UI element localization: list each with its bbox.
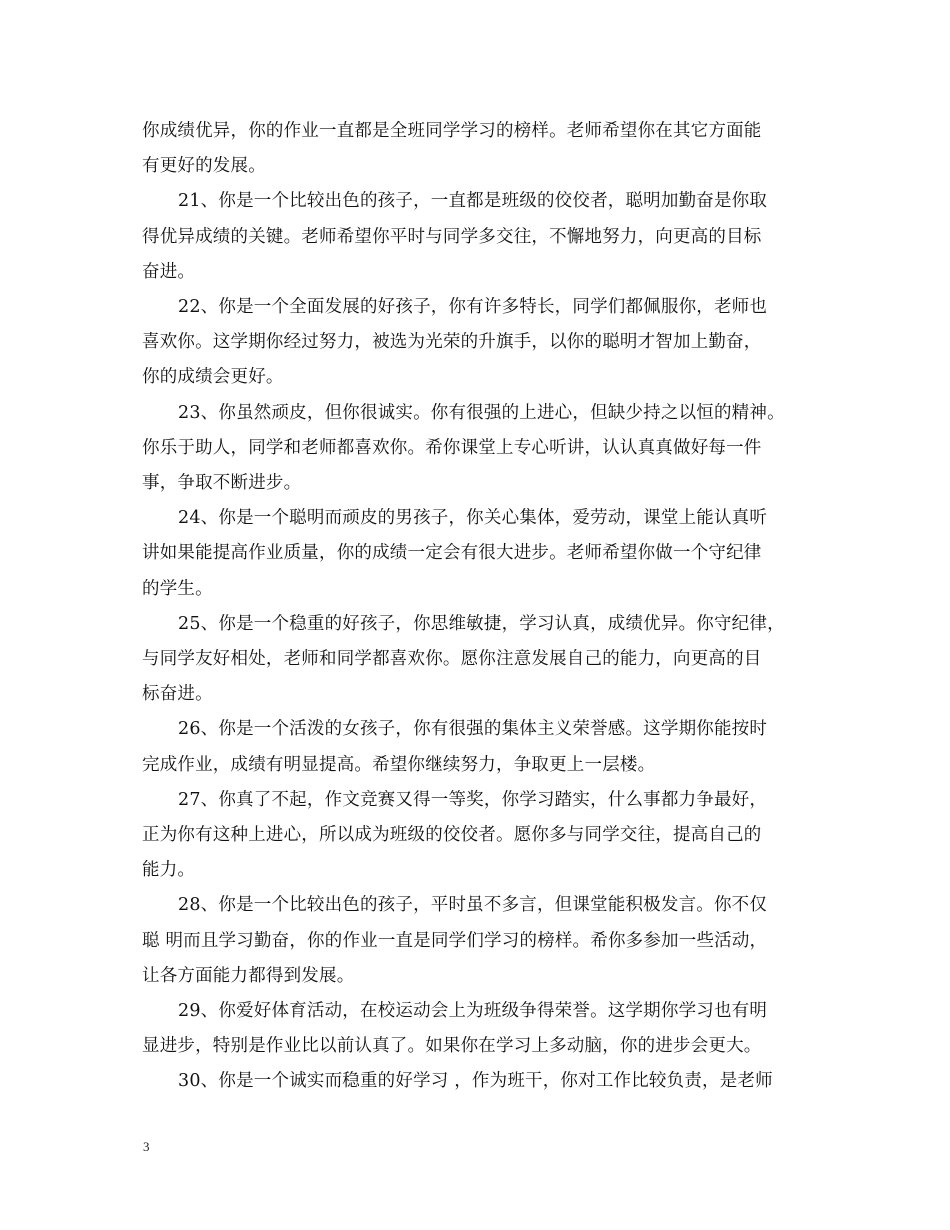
paragraph-20-continued: 你成绩优异，你的作业一直都是全班同学学习的榜样。老师希望你在其它方面能 有更好的发展。 — [142, 121, 762, 177]
paragraph-29: 29、你爱好体育活动，在校运动会上为班级争得荣誉。这学期你学习也有明 显进步，特别是作业比以前认真了。如果你在学习上多动脑，你的进步会更大。 — [142, 1001, 768, 1057]
paragraph-21: 21、你是一个比较出色的孩子，一直都是班级的佼佼者，聪明加勤奋是你取 得优异成绩的关键。老师希望你平时与同学多交往，不懈地努力，向更高的目标 奋进。 — [142, 191, 768, 282]
paragraph-28: 28、你是一个比较出色的孩子，平时虽不多言，但课堂能积极发言。你不仅 聪 明而且学习勤奋，你的作业一直是同学们学习的榜样。希你多参加一些活动， 让各方面能力都得到发展。 — [142, 895, 768, 986]
paragraph-27: 27、你真了不起，作文竞赛又得一等奖，你学习踏实，什么事都力争最好， 正为你有这种上进心，所以成为班级的佼佼者。愿你多与同学交往，提高自己的 能力。 — [142, 789, 768, 881]
page-number: 3 — [143, 1139, 150, 1154]
paragraph-23: 23、你虽然顽皮，但你很诚实。你有很强的上进心，但缺少持之以恒的精神。 你乐于助人，同学和老师都喜欢你。希你课堂上专心听讲，认认真真做好每一件 事，争取不断进步。 — [142, 402, 785, 494]
paragraph-25: 25、你是一个稳重的好孩子，你思维敏捷，学习认真，成绩优异。你守纪律， 与同学友好相处，老师和同学都喜欢你。愿你注意发展自己的能力，向更高的目 标奋进。 — [142, 613, 785, 705]
paragraph-22: 22、你是一个全面发展的好孩子，你有许多特长，同学们都佩服你，老师也 喜欢你。这学期你经过努力，被选为光荣的升旗手，以你的聪明才智加上勤奋， 你的成绩会更好。 — [142, 297, 768, 388]
paragraph-26: 26、你是一个活泼的女孩子，你有很强的集体主义荣誉感。这学期你能按时 完成作业，成绩有明显提高。希望你继续努力，争取更上一层楼。 — [142, 719, 768, 775]
paragraph-24: 24、你是一个聪明而顽皮的男孩子，你关心集体，爱劳动，课堂上能认真听 讲如果能提高作业质量，你的成绩一定会有很大进步。老师希望你做一个守纪律 的学生。 — [142, 508, 768, 599]
document-body — [142, 114, 810, 1100]
paragraph-30: 30、你是一个诚实而稳重的好学习 ，作为班干，你对工作比较负责，是老师 — [178, 1071, 773, 1092]
